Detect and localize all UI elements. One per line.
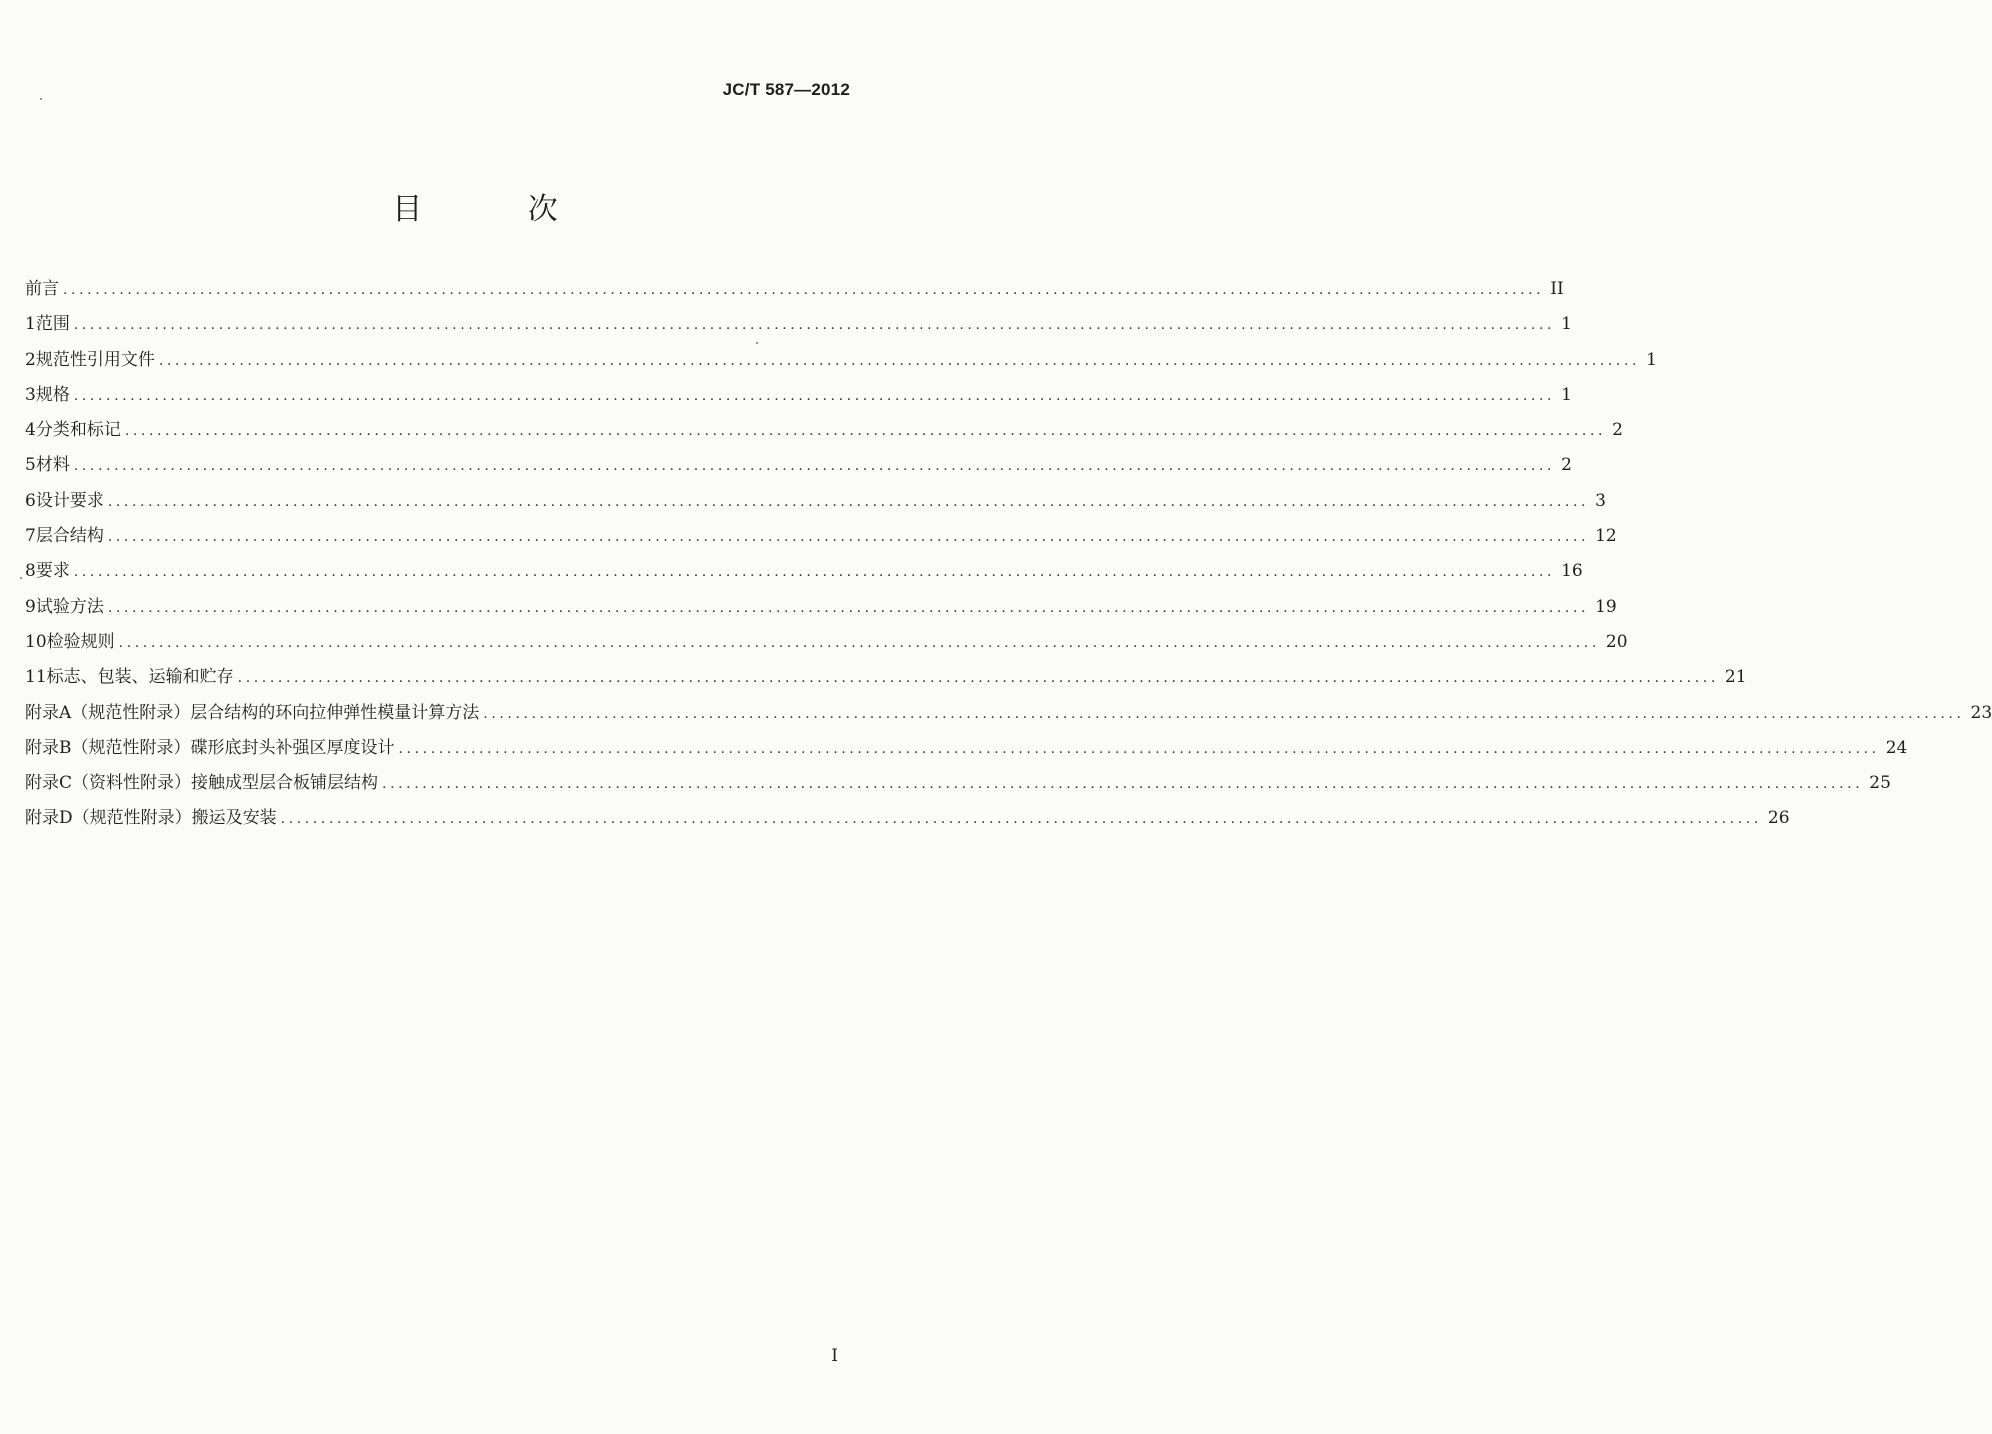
toc-entry-annex-c[interactable] [25,766,1891,801]
toc-entry-10[interactable] [25,625,1628,660]
toc-entry-number: 4 [25,420,36,441]
toc-entry-label: 范围 [35,314,70,335]
toc-entry-annex-b[interactable] [25,731,1908,766]
toc-entry-label: 规范性引用文件 [35,349,155,370]
table-of-contents [25,272,1992,837]
toc-entry-label: 试验方法 [35,596,104,617]
dot-leader: ........................................................................................................................................................................................ [280,811,1762,828]
toc-entry-8[interactable] [25,554,1583,589]
toc-entry-7[interactable] [25,519,1617,554]
toc-entry-foreword[interactable] [25,272,1564,307]
dot-leader: ........................................................................................................................................................................................ [483,705,1965,722]
toc-annex-label: 附录D（规范性附录） [25,808,192,829]
dot-leader: ........................................................................................................................................................................................ [73,317,1556,334]
toc-annex-label: 附录B（规范性附录） [25,737,191,758]
toc-entry-number: 11 [25,667,47,688]
toc-entry-4[interactable] [25,413,1623,448]
toc-entry-page: 26 [1767,808,1790,829]
toc-entry-page: 3 [1595,490,1606,511]
toc-entry-label: 标志、包装、运输和贮存 [46,667,234,688]
dot-leader: ........................................................................................................................................................................................ [73,387,1556,404]
toc-entry-11[interactable] [25,660,1747,695]
toc-entry-page: 25 [1869,773,1891,794]
standard-code: JC/T 587—2012 [722,80,850,99]
dot-leader: ........................................................................................................................................................................................ [398,740,1880,757]
toc-entry-page: 2 [1561,455,1572,476]
toc-entry-number: 5 [25,455,36,476]
dot-leader: ........................................................................................................................................................................................ [73,564,1556,581]
toc-entry-number: 6 [25,490,36,511]
scan-speck [40,98,42,100]
toc-entry-number: 9 [25,596,36,617]
toc-entry-label: 层合结构 [35,526,104,547]
toc-entry-label: 规格 [35,384,70,405]
toc-entry-label: 层合结构的环向拉伸弹性模量计算方法 [190,702,480,723]
dot-leader: ........................................................................................................................................................................................ [118,634,1600,651]
toc-entry-page: 1 [1646,349,1657,370]
toc-entry-page: 24 [1885,737,1908,758]
toc-entry-number: 2 [25,349,36,370]
page-title: 目 次 [392,192,606,227]
toc-entry-label: 接触成型层合板铺层结构 [191,773,379,794]
toc-entry-number: 1 [25,314,36,335]
toc-entry-label: 碟形底封头补强区厚度设计 [190,737,395,758]
toc-entry-3[interactable] [25,378,1572,413]
toc-entry-label: 设计要求 [35,490,104,511]
dot-leader: ........................................................................................................................................................................................ [237,670,1719,687]
scan-speck [20,577,22,579]
page-number: I [831,1346,838,1366]
toc-entry-number: 7 [25,526,36,547]
toc-entry-label: 分类和标记 [35,420,121,441]
toc-entry-page: 23 [1970,702,1992,723]
dot-leader: ........................................................................................................................................................................................ [73,458,1556,475]
toc-entry-label: 要求 [35,561,70,582]
toc-entry-page: 12 [1595,526,1617,547]
toc-entry-page: 2 [1612,420,1623,441]
toc-entry-annex-a[interactable] [25,696,1992,731]
toc-entry-label: 材料 [35,455,70,476]
dot-leader: ........................................................................................................................................................................................ [63,282,1545,298]
toc-entry-5[interactable] [25,448,1572,483]
toc-entry-label: 搬运及安装 [191,808,277,829]
toc-entry-page: II [1550,279,1564,299]
toc-entry-2[interactable] [25,343,1657,378]
toc-entry-number: 8 [25,561,36,582]
toc-entry-number: 10 [25,631,47,652]
dot-leader: ........................................................................................................................................................................................ [107,529,1590,546]
toc-entry-page: 19 [1595,596,1617,617]
dot-leader: ........................................................................................................................................................................................ [158,352,1641,369]
dot-leader: ........................................................................................................................................................................................ [382,776,1864,793]
toc-entry-page: 20 [1605,631,1628,652]
toc-entry-annex-d[interactable] [25,801,1790,836]
dot-leader: ........................................................................................................................................................................................ [107,493,1590,510]
toc-entry-1[interactable] [25,307,1572,342]
toc-annex-label: 附录A（规范性附录） [25,702,191,723]
toc-entry-9[interactable] [25,590,1617,625]
toc-entry-page: 1 [1561,314,1572,335]
toc-entry-6[interactable] [25,484,1606,519]
scan-speck [756,342,758,344]
toc-entry-number: 3 [25,384,36,405]
toc-annex-label: 附录C（资料性附录） [25,773,192,794]
dot-leader: ........................................................................................................................................................................................ [124,423,1607,440]
toc-entry-page: 1 [1561,384,1572,405]
dot-leader: ........................................................................................................................................................................................ [107,599,1590,616]
toc-entry-label: 检验规则 [46,631,115,652]
toc-entry-label: 前言 [25,279,59,299]
toc-entry-page: 16 [1561,561,1583,582]
toc-entry-page: 21 [1724,667,1747,688]
